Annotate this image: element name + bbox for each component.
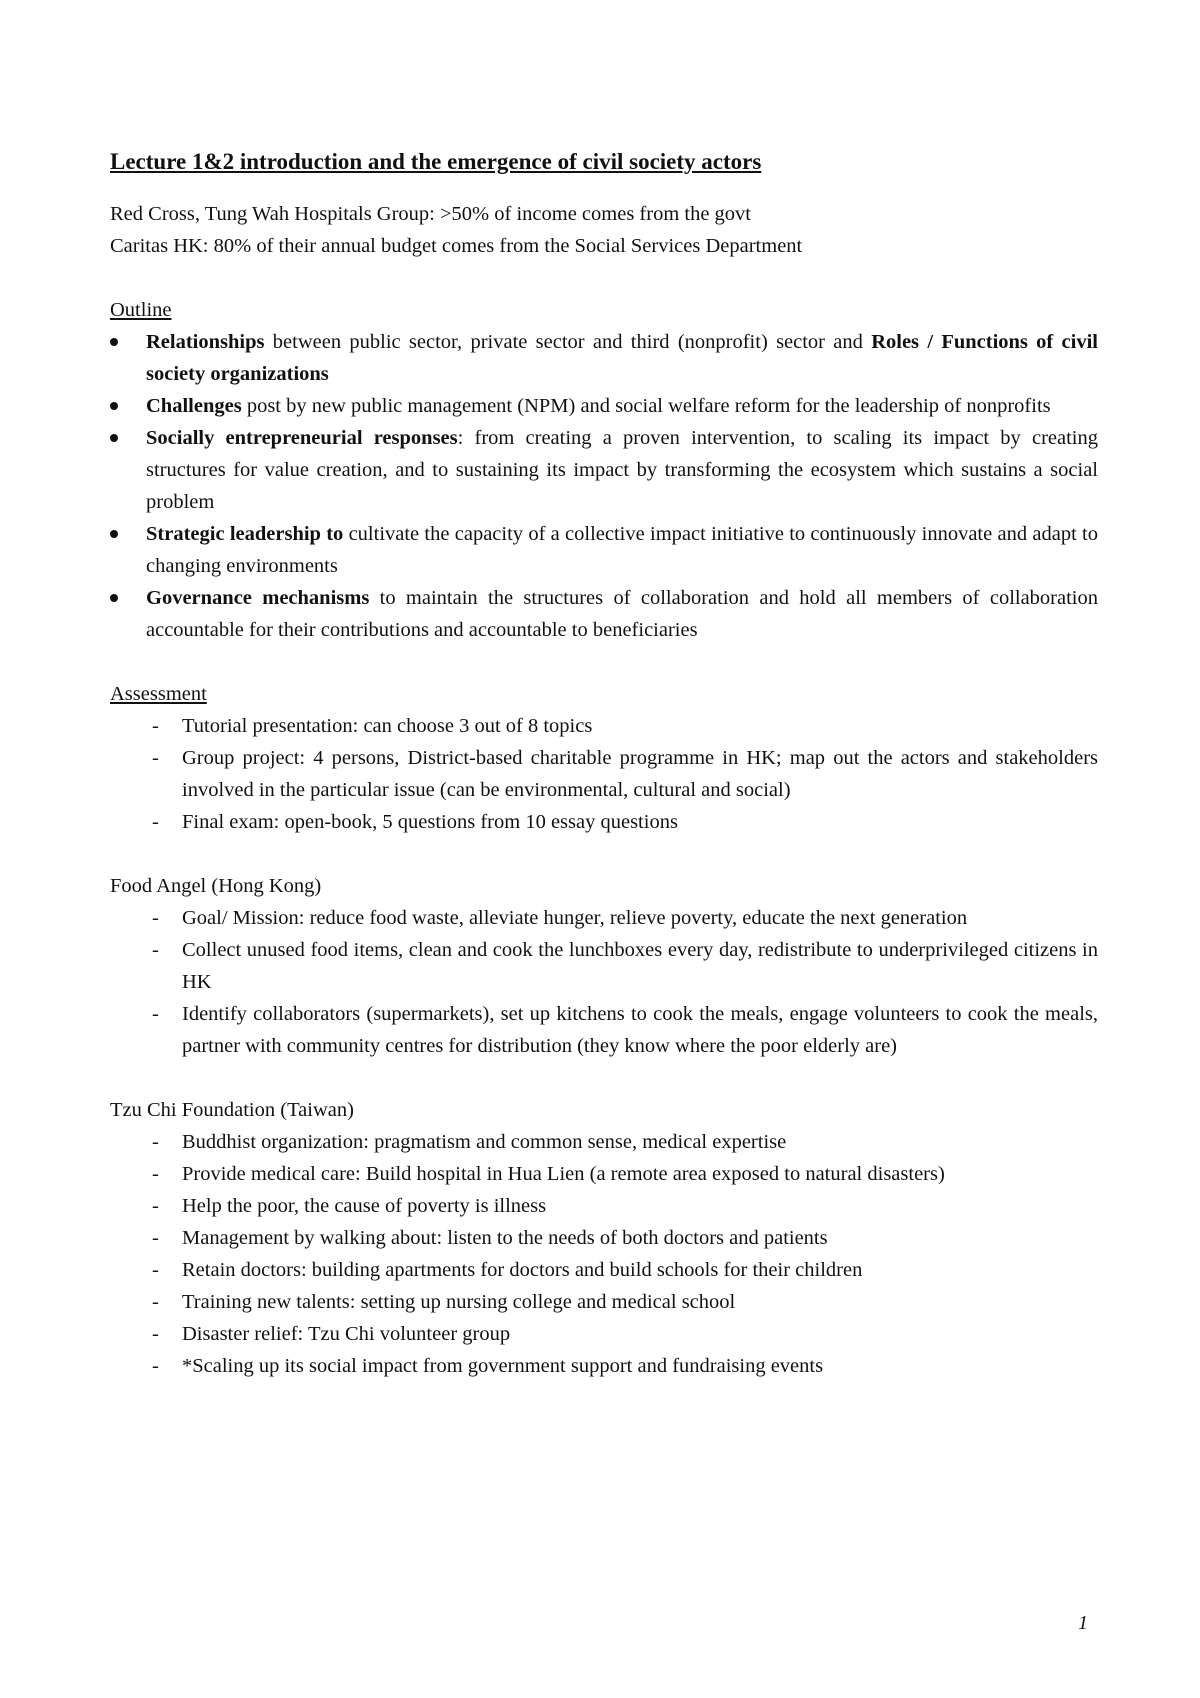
list-item: - Management by walking about: listen to the needs of both doctors and patients [152,1227,828,1249]
list-item: - Identify collaborators (supermarkets), set up kitchens to cook the meals, engage volunteers to cook the meals, partner with community centres for distribution (they know where the poor elderly are) [152,1003,1098,1057]
bullet-icon [110,338,118,346]
list-item: - Retain doctors: building apartments for doctors and build schools for their children [152,1259,863,1281]
list-item: - Group project: 4 persons, District-based charitable programme in HK; map out the actors and stakeholders involved in the particular issue (can be environmental, cultural and social) [152,747,1098,801]
list-item: - Final exam: open-book, 5 questions from 10 essay questions [152,811,678,833]
lecture-title: Lecture 1&2 introduction and the emergence of civil society actors [110,149,762,174]
document-body [110,146,1098,1382]
list-item: - Buddhist organization: pragmatism and common sense, medical expertise [152,1131,787,1153]
food-angel-heading: Food Angel (Hong Kong) [110,875,322,897]
outline-item: Strategic leadership to cultivate the capacity of a collective impact initiative to continuously innovate and adapt to changing environments [110,518,1098,582]
list-item: - *Scaling up its social impact from government support and fundraising events [152,1355,824,1377]
outline-item: Challenges post by new public management (NPM) and social welfare reform for the leadership of nonprofits [110,390,1098,422]
list-item: - Tutorial presentation: can choose 3 out of 8 topics [152,715,593,737]
outline-item: Governance mechanisms to maintain the structures of collaboration and hold all members of collaboration accountable for their contributions and accountable to beneficiaries [110,582,1098,646]
list-item: - Provide medical care: Build hospital in Hua Lien (a remote area exposed to natural disasters) [152,1163,945,1185]
outline-list [110,326,1098,646]
page-number: 1 [1078,1612,1088,1634]
bullet-icon [110,530,118,538]
intro-line-1: Red Cross, Tung Wah Hospitals Group: >50% of income comes from the govt [110,203,752,225]
list-item: - Help the poor, the cause of poverty is illness [152,1195,547,1217]
tzu-chi-heading: Tzu Chi Foundation (Taiwan) [110,1099,354,1121]
bullet-icon [110,434,118,442]
outline-item: Socially entrepreneurial responses: from creating a proven intervention, to scaling its impact by creating structures for value creation, and to sustaining its impact by transforming the ecosystem which sustains a social problem [110,422,1098,518]
assessment-heading: Assessment [110,683,207,705]
bullet-icon [110,402,118,410]
list-item: - Training new talents: setting up nursing college and medical school [152,1291,736,1313]
food-angel-list [110,902,1098,1062]
assessment-list [110,710,1098,838]
tzu-chi-list [110,1126,1098,1382]
list-item: - Collect unused food items, clean and cook the lunchboxes every day, redistribute to underprivileged citizens in HK [152,939,1098,993]
list-item: - Disaster relief: Tzu Chi volunteer group [152,1323,511,1345]
outline-heading: Outline [110,299,172,321]
list-item: - Goal/ Mission: reduce food waste, alleviate hunger, relieve poverty, educate the next generation [152,907,968,929]
intro-line-2: Caritas HK: 80% of their annual budget comes from the Social Services Department [110,235,803,257]
outline-item: Relationships between public sector, private sector and third (nonprofit) sector and Roles / Functions of civil society organizations [110,326,1098,390]
bullet-icon [110,594,118,602]
